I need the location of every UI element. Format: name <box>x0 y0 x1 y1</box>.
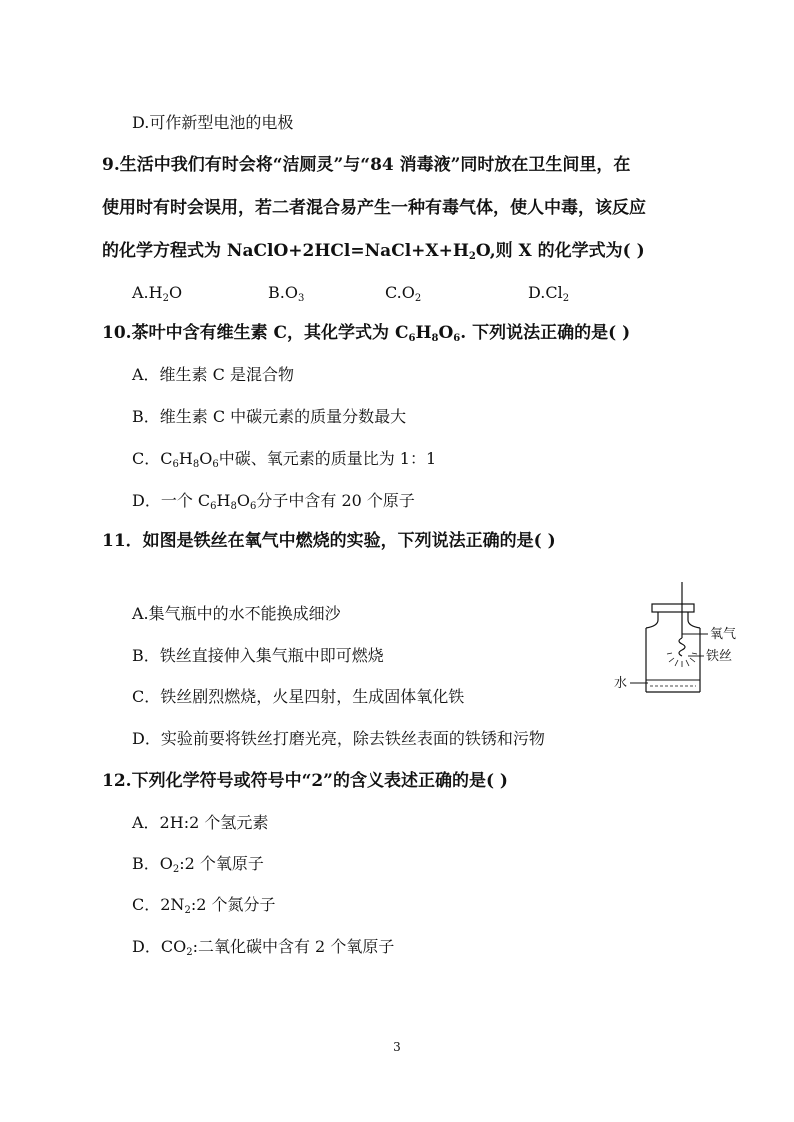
gas-jar-figure <box>612 580 772 700</box>
q11-option-d: D．实验前要将铁丝打磨光亮，除去铁丝表面的铁锈和污物 <box>132 729 545 748</box>
q9-stem-line1: 9.生活中我们有时会将“洁厕灵”与“84 消毒液”同时放在卫生间里，在 <box>102 155 631 175</box>
iron-wire-coil <box>679 638 685 656</box>
q8-option-d: D.可作新型电池的电极 <box>132 113 294 132</box>
q12-option-a: A．2H:2 个氢元素 <box>132 813 269 832</box>
q12-stem: 12.下列化学符号或符号中“2”的含义表述正确的是( ) <box>102 771 508 791</box>
q9-option-a: $A.H_2O$ <box>132 283 183 304</box>
q10-option-a: A．维生素 C 是混合物 <box>132 365 294 384</box>
q9-option-c: $C.O_2$ <box>385 283 422 304</box>
q10-option-c: C．$C_6H_8O_6$中碳、氧元素的质量比为 1：1 <box>132 449 437 470</box>
q11-option-a: A.集气瓶中的水不能换成细沙 <box>132 604 341 623</box>
q11-option-b: B．铁丝直接伸入集气瓶中即可燃烧 <box>132 646 384 665</box>
q11-stem: 11．如图是铁丝在氧气中燃烧的实验，下列说法正确的是( ) <box>102 531 556 551</box>
q10-option-d: D．一个 $C_6H_8O_6$分子中含有 20 个原子 <box>132 491 415 512</box>
page-number: 3 <box>393 1040 401 1054</box>
q10-option-b: B．维生素 C 中碳元素的质量分数最大 <box>132 407 407 426</box>
q9-stem-line3: 的化学方程式为 $NaClO+2HCl=NaCl+X+H_2O$,则 X 的化学式为( ) <box>102 241 645 262</box>
q12-option-b: B．$O_2:2$ 个氧原子 <box>132 854 264 875</box>
label-iron-wire: 铁丝 <box>706 649 733 664</box>
q12-option-c: C．$2N_2:2$ 个氮分子 <box>132 895 276 916</box>
q10-stem: 10.茶叶中含有维生素 C，其化学式为 $C_6H_8O_6$. 下列说法正确的是( ) <box>102 323 631 344</box>
sparks <box>667 653 697 667</box>
q9-option-d: $D.Cl_2$ <box>528 283 570 304</box>
label-water: 水 <box>614 676 628 691</box>
q11-option-c: C．铁丝剧烈燃烧，火星四射，生成固体氧化铁 <box>132 687 465 706</box>
q12-option-d: D．$CO_2$:二氧化碳中含有 2 个氧原子 <box>132 937 395 958</box>
q9-option-b: $B.O_3$ <box>268 283 305 304</box>
q9-stem-line2: 使用时有时会误用，若二者混合易产生一种有毒气体，使人中毒，该反应 <box>102 198 646 218</box>
label-oxygen: 氧气 <box>710 627 737 642</box>
